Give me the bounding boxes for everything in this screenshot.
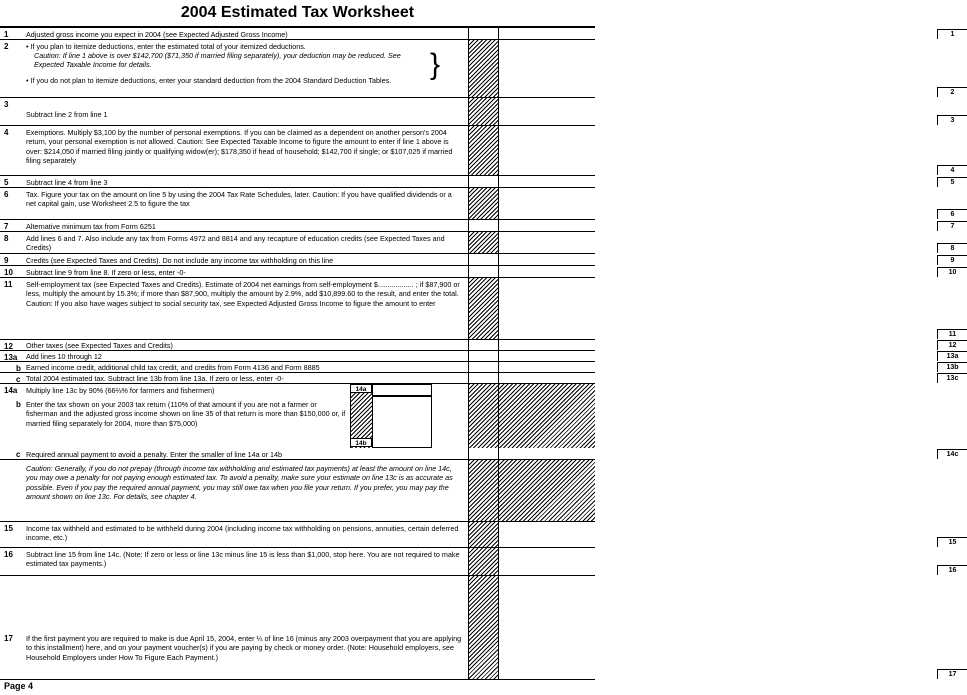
line-number: 6 [4,190,9,199]
line-13b [0,362,959,373]
line-sub-letter: c [16,450,21,459]
line-13c [0,373,959,384]
box-label: 11 [937,329,967,339]
line-box [468,460,498,521]
box-label: 16 [937,565,967,575]
line-sub-letter: b [16,400,21,409]
line-box [468,188,955,219]
line-box [468,373,959,383]
line-number: 1 [4,30,9,39]
line-box [468,176,955,187]
line-2 [0,40,955,98]
line-text: Required annual payment to avoid a penalty. Enter the smaller of line 14a or 14b [26,450,282,459]
line-9 [0,254,955,266]
line-text: Other taxes (see Expected Taxes and Credits) [26,341,173,350]
line-box [468,254,955,265]
line-2-option-standard: • If you do not plan to itemize deductions, enter your standard deduction from the 2004 Standard Deduction Tables. [26,76,392,85]
line-2-option-itemize: • If you plan to itemize deductions, enter the estimated total of your itemized deductions. [26,42,306,51]
line-8 [0,232,955,254]
line-text: Exemptions. Multiply $3,100 by the number of personal exemptions. If you can be claimed as a dependent on another person's 2004 return, your personal exemption is not allowed. Caution: See Expected Taxable Income to figure the amount to enter if line 1 above is over: $214,050 if married filing jointly or qualifying widow(er); $178,350 if head of household; $142,700 if single; or $107,025 if married filing separately [26,128,453,165]
box-label: 1 [937,29,967,39]
line-box [468,362,959,372]
amount-field-17[interactable] [498,576,595,679]
box-label: 13c [937,373,967,383]
amount-field-13b[interactable] [498,362,595,372]
line-number: 7 [4,222,9,231]
line-14c [0,448,959,460]
line-10 [0,266,957,278]
box-label: 6 [937,209,967,219]
box-label: 10 [937,267,967,277]
line-number: 16 [4,550,13,559]
line-14a-text: Multiply line 13c by 90% (66⅔% for farmers and fishermen) [26,386,215,395]
line-text: Total 2004 estimated tax. Subtract line 13b from line 13a. If zero or less, enter -0- [26,374,284,383]
box-label: 13a [937,351,967,361]
box-label: 5 [937,177,967,187]
line-6 [0,188,955,220]
line-number: 13a [4,353,18,362]
line-17 [0,576,957,680]
box-label: 13b [937,362,967,372]
line-16 [0,548,957,576]
line-box [468,232,955,253]
amount-column-hatch [498,460,595,521]
line-text: Subtract line 15 from line 14c. (Note: If zero or less or line 13c minus line 15 is less than $1,000, stop here. You are not required to make estimated tax payments.) [26,550,460,569]
box-label: 17 [937,669,967,679]
box-label: 2 [937,87,967,97]
line-text: Income tax withheld and estimated to be withheld during 2004 (including income tax withholding on pensions, annuities, certain deferred income, etc.) [26,524,459,543]
worksheet-title: 2004 Estimated Tax Worksheet [0,0,595,28]
line-number: 10 [4,268,13,277]
box-label: 8 [937,243,967,253]
line-box [468,351,959,361]
line-number: 4 [4,128,9,137]
amount-field-14b[interactable] [372,396,432,448]
amount-field-3[interactable] [498,98,595,125]
line-number: 8 [4,234,9,243]
line-7 [0,220,955,232]
amount-field-4[interactable] [498,126,595,175]
line-number: 5 [4,178,9,187]
caution-text: Caution: Generally, if you do not prepay (through income tax withholding and estimated tax payments) at least the amount on line 14c, you may owe a penalty for not paying enough estimated tax. To avoid a penalty, make sure your estimate on line 13c is as accurate as possible. Even if you pay the required annual payment, you may still owe tax when you file your return. If you prefer, you may pay the amount shown on line 13c. For details, see chapter 4. [26,464,453,501]
line-text: Subtract line 2 from line 1 [26,110,108,119]
page-number: Page 4 [4,681,34,691]
line-text: Earned income credit, additional child tax credit, and credits from Form 4136 and Form 8885 [26,363,320,372]
amount-field-10[interactable] [498,266,595,277]
line-number: 15 [4,524,13,533]
line-text: Self-employment tax (see Expected Taxes and Credits). Estimate of 2004 net earnings from self-employment $.................. ; if $87,900 or less, multiply the amount by 15.3%; if more than $87,900, multiply the amount by 2.9%, add $10,899.60 to the result, and enter the total. Caution: If you also have wages subject to social security tax, see Expected Adjusted Gross Income to figure the amount to enter [26,280,460,308]
box-label: 14a [350,384,372,393]
line-5 [0,176,955,188]
line-text: Adjusted gross income you expect in 2004 (see Expected Adjusted Gross Income) [26,30,288,39]
line-text: Subtract line 9 from line 8. If zero or less, enter -0- [26,268,186,277]
box-label: 14b [350,438,372,447]
line-box [468,40,955,97]
line-sub-letter: b [16,364,21,373]
line-sub-letter: c [16,375,21,384]
line-text: Credits (see Expected Taxes and Credits). Do not include any income tax withholding on this line [26,256,334,265]
amount-field-14a[interactable] [372,384,432,396]
box-label: 4 [937,165,967,175]
amount-field-11[interactable] [498,278,595,339]
line-box [468,340,957,350]
line-13a [0,351,959,362]
amount-field-7[interactable] [498,220,595,231]
line-number: 14a [4,386,18,395]
box-label: 9 [937,255,967,265]
amount-field-15[interactable] [498,522,595,547]
line-box [468,448,959,459]
line-text: Add lines 10 through 12 [26,352,102,361]
line-2-caution: Caution: If line 1 above is over $142,700 ($71,350 if married filing separately), your deduction may be reduced. See Expected Taxable Income for details. [34,51,401,70]
line-number: 17 [4,634,13,643]
line-1 [0,28,955,40]
caution-block [0,460,595,522]
line-text: Subtract line 4 from line 3 [26,178,108,187]
worksheet-form [0,28,959,680]
line-14b-text: Enter the tax shown on your 2003 tax return (110% of that amount if you are not a farmer or fisherman and the adjusted gross income shown on line 35 of that return is more than $150,000 or, if married filing separately for 2004, more than $75,000) [26,400,346,428]
amount-column-hatch [498,384,595,448]
brace-icon: } [430,48,441,81]
line-box [468,278,957,339]
line-box [468,126,955,175]
line-15 [0,522,957,548]
line-box [468,28,955,39]
line-box [468,576,957,679]
amount-field-13c[interactable] [498,373,595,383]
line-box [468,220,955,231]
line-number: 9 [4,256,9,265]
amount-field-6[interactable] [498,188,595,219]
amount-field-13a[interactable] [498,351,595,361]
amount-field-1[interactable] [498,28,595,39]
line-3 [0,98,955,126]
amount-field-2[interactable] [498,40,595,97]
line-box [468,548,957,575]
line-box [468,266,957,277]
box-label: 3 [937,115,967,125]
amount-field-5[interactable] [498,176,595,187]
line-box [468,522,957,547]
amount-field-12[interactable] [498,340,595,350]
amount-field-14c[interactable] [498,448,595,459]
line-number: 3 [4,100,9,109]
line-4 [0,126,955,176]
line-number: 12 [4,342,13,351]
amount-field-8[interactable] [498,232,595,253]
line-text: Tax. Figure your tax on the amount on line 5 by using the 2004 Tax Rate Schedules, later. Caution: If you have qualified dividends or a net capital gain, use Worksheet 2.5 to figure the tax [26,190,452,209]
box-label: 15 [937,537,967,547]
line-12 [0,340,957,351]
line-number: 11 [4,280,13,289]
line-text: Alternative minimum tax from Form 6251 [26,222,156,231]
line-text: Add lines 6 and 7. Also include any tax from Forms 4972 and 8814 and any recapture of education credits (see Expected Taxes and Credits) [26,234,445,253]
line-box [468,98,955,125]
line-11 [0,278,957,340]
box-label: 14c [937,449,967,459]
amount-field-9[interactable] [498,254,595,265]
amount-field-16[interactable] [498,548,595,575]
line-box [468,384,498,448]
line-number: 2 [4,42,9,51]
box-label: 7 [937,221,967,231]
box-label: 12 [937,340,967,350]
line-text: If the first payment you are required to make is due April 15, 2004, enter ¼ of line 16 (minus any 2003 overpayment that you are applying to this installment) here, and on your payment voucher(s) if you are paying by check or money order. (Note: Household employers, see Household Employers under How To Figure Each Payment.) [26,634,462,662]
